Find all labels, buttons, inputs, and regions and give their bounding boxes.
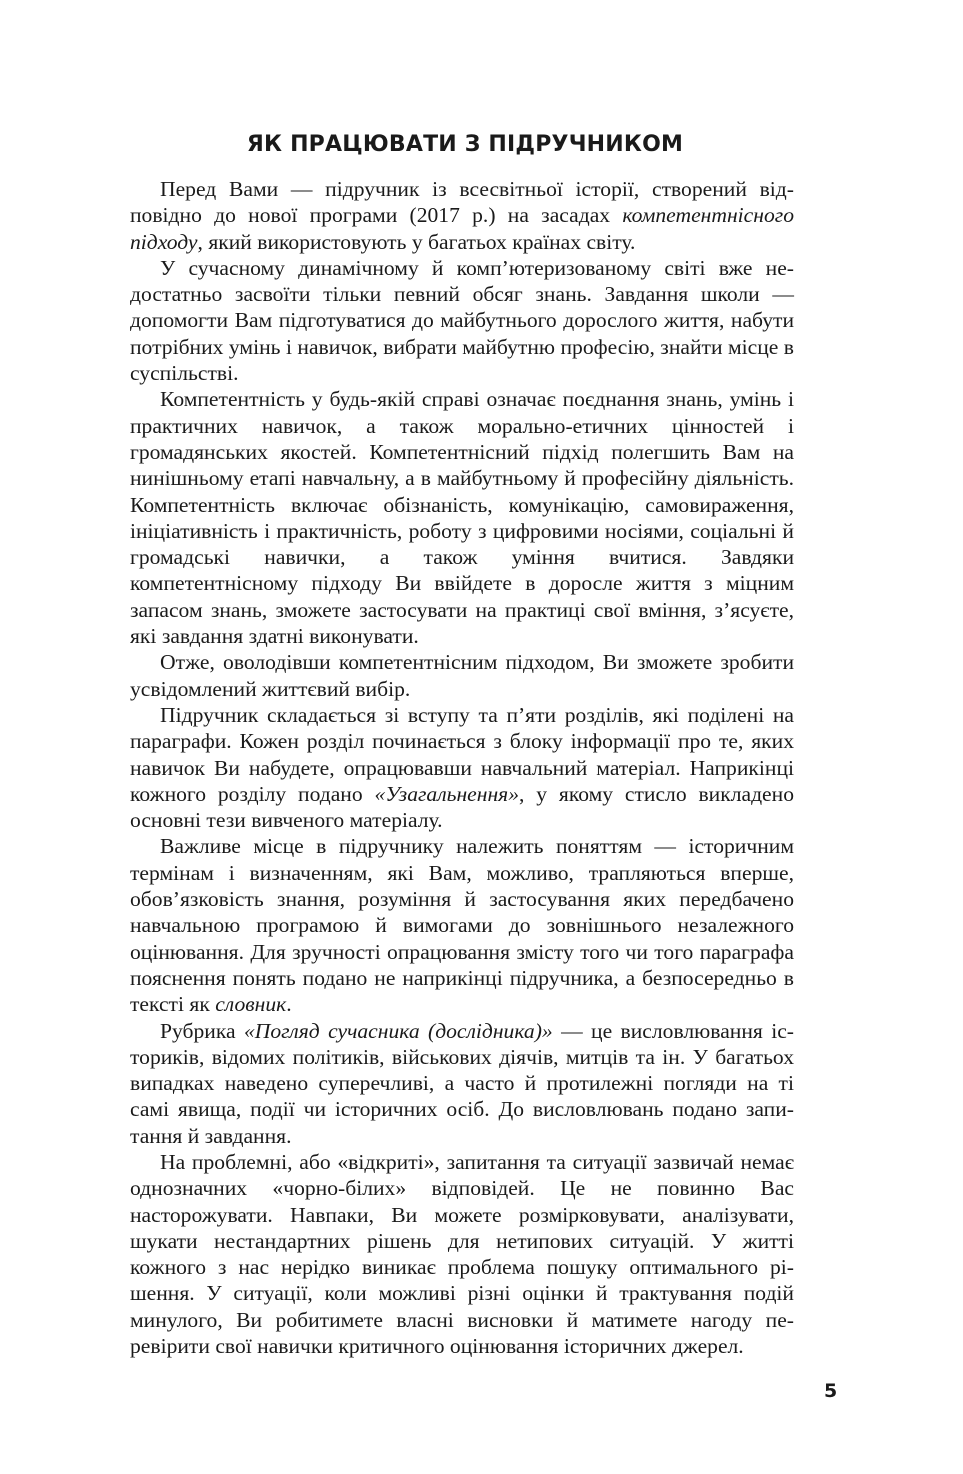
paragraph-competence: Компетентність у будь-якій справі означає поєднання знань, умінь і практичних навичок, а також морально-етичних цінностей і громадянських якостей. Компетентнісний підхід полегшить Вам на нинішньому етапі навчальну, а в майбутньому й професійну діяльність. Компетентність включає обізнаність, комунікацію, самовираження, ініціативність і практичність, роботу з цифровими носіями, соціальні й громадські навички, а також уміння вчитися. Завдяки компетентнісному підходу Ви ввійдете в доросле життя з міцним запасом знань, зможете застосувати на практиці свої вміння, з’ясуєте, які завдання здатні виконувати. xyxy=(130,387,794,649)
paragraph-text: Підручник складається зі вступу та п’яти розділів, які поділені на параграфи. Кожен розділ починається з блоку інформації про те, яких навичок Ви набудете, опрацювавши навчальний матеріал. Наприкінці кожного розділу подано xyxy=(130,702,794,806)
page-number: 5 xyxy=(824,1380,838,1402)
page-title: ЯК ПРАЦЮВАТИ З ПІДРУЧНИКОМ xyxy=(246,132,684,157)
paragraph-open-questions: На проблемні, або «відкриті», запитання та ситуації зазвичай немає однозначних «чорно-білих» відповідей. Це не повинно Вас насторожувати. Навпаки, Ви можете розмірковувати, аналізувати, шукати нестандартних рішень для нетипових ситуацій. У житті кожного з нас нерідко виникає проблема пошуку оптимального рішення. У ситуації, коли можливі різні оцінки й трактування подій минулого, Ви робитимете власні висновки й матимете нагоду перевірити свої навички критичного оцінювання історичних джерел. xyxy=(130,1149,794,1359)
emphasis-term: словник xyxy=(215,992,287,1017)
paragraph-conclusion: Отже, оволодівши компетентнісним підходом, Ви зможете зробити усвідомлений життєвий вибір. xyxy=(130,650,794,701)
paragraph-text: Рубрика xyxy=(160,1018,244,1043)
paragraph-text: , у якому стисло викладено основні тези вивченого матеріалу. xyxy=(130,781,794,833)
paragraph-intro xyxy=(130,176,794,255)
paragraph-text: . xyxy=(286,992,292,1017)
emphasis-term: компетентнісного підходу xyxy=(130,203,794,254)
paragraph-text: — це висловлювання істориків, відомих політиків, військових діячів, митців та ін. У багатьох випадках наведено суперечливі, а часто й протилежні погляди на ті самі явища, події чи історичних осіб. До висловлювань подано запитання й завдання. xyxy=(130,1018,794,1148)
paragraph-concepts xyxy=(130,833,794,1017)
paragraph-text: Перед Вами — підручник із всесвітньої історії, створений відповідно до нової програми (2017 р.) на засадах xyxy=(130,177,794,228)
paragraph-structure xyxy=(130,702,794,833)
paragraph-text: Важливе місце в підручнику належить поняттям — історичним термінам і визначенням, які Вам, можливо, трапляються вперше, обов’язковість знання, розуміння й застосування яких передбачено навчальною програмою й вимогами до зовнішнього незалежного оцінювання. Для зручності опрацювання змісту того чи того параграфа пояснення понять подано не наприкінці підручника, а безпосередньо в тексті як xyxy=(130,834,794,1017)
paragraph-modern-world: У сучасному динамічному й комп’ютеризованому світі вже недостатньо засвоїти тільки певний обсяг знань. Завдання школи — допомогти Вам підготуватися до майбутнього дорослого життя, набути потрібних умінь і навичок, вибрати майбутню професію, знайти місце в суспільстві. xyxy=(130,255,794,386)
body-text xyxy=(130,176,794,1359)
emphasis-term: «Узагальнення» xyxy=(374,781,520,806)
emphasis-term: «Погляд сучасника (дослідника)» xyxy=(243,1018,553,1043)
paragraph-rubric xyxy=(130,1018,794,1149)
paragraph-text: , який використовують у багатьох країнах світу. xyxy=(197,229,636,254)
